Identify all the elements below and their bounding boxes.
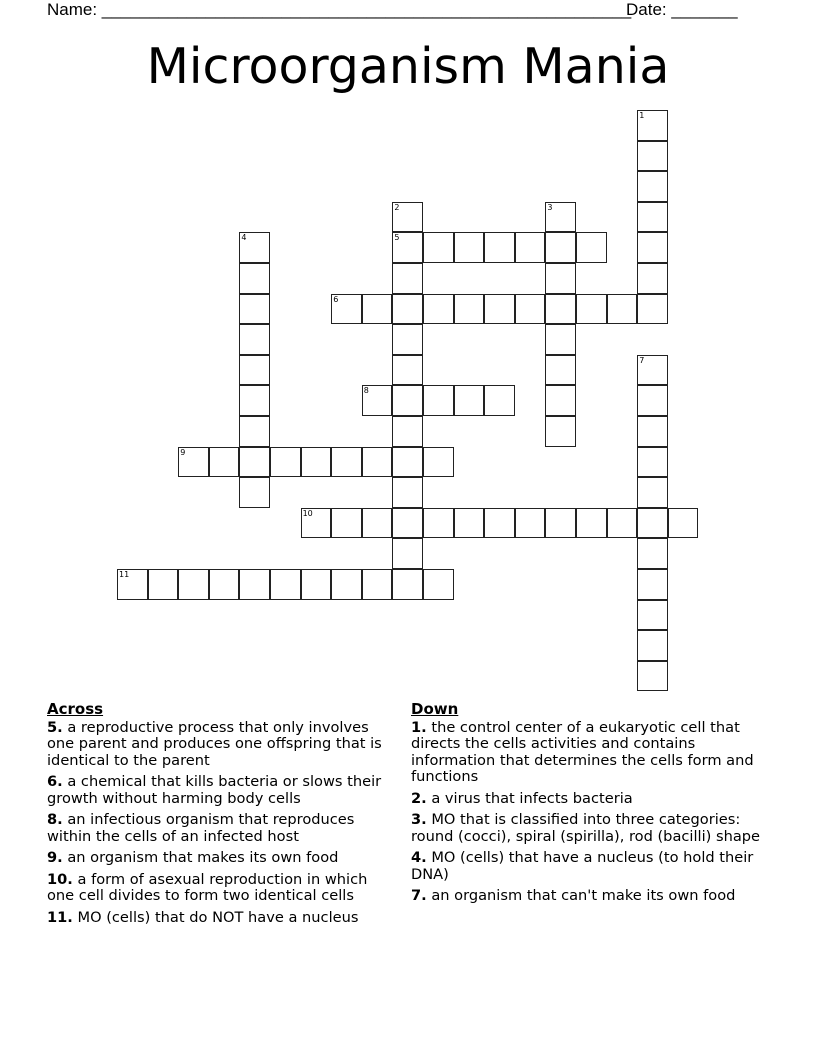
across-clue bbox=[47, 910, 392, 927]
grid-cell[interactable] bbox=[576, 232, 607, 263]
grid-cell[interactable] bbox=[239, 447, 270, 478]
clue-text: a reproductive process that only involves one parent and produces one offspring that is identical to the parent bbox=[47, 718, 382, 769]
grid-cell[interactable] bbox=[545, 355, 576, 386]
clue-number: 6. bbox=[47, 773, 63, 790]
grid-cell[interactable] bbox=[148, 569, 179, 600]
grid-cell[interactable] bbox=[637, 447, 668, 478]
grid-cell[interactable] bbox=[392, 508, 423, 539]
grid-cell[interactable] bbox=[484, 508, 515, 539]
grid-cell[interactable] bbox=[545, 385, 576, 416]
grid-cell[interactable] bbox=[423, 385, 454, 416]
grid-cell[interactable] bbox=[362, 569, 393, 600]
grid-cell[interactable] bbox=[239, 355, 270, 386]
across-heading: Across bbox=[47, 700, 104, 718]
grid-cell[interactable] bbox=[484, 385, 515, 416]
clue-number: 5 bbox=[394, 233, 400, 243]
grid-cell[interactable] bbox=[576, 294, 607, 325]
grid-cell[interactable] bbox=[301, 447, 332, 478]
across-clue bbox=[47, 812, 392, 845]
grid-cell[interactable] bbox=[392, 569, 423, 600]
clue-text: an organism that makes its own food bbox=[67, 849, 339, 866]
grid-cell[interactable] bbox=[637, 171, 668, 202]
clue-number: 3 bbox=[547, 202, 553, 212]
grid-cell[interactable] bbox=[392, 416, 423, 447]
clue-number: 1. bbox=[411, 718, 427, 736]
down-clue bbox=[411, 720, 771, 786]
grid-cell[interactable] bbox=[301, 508, 332, 539]
grid-cell[interactable] bbox=[178, 569, 209, 600]
grid-cell[interactable] bbox=[484, 232, 515, 263]
clue-text: a form of asexual reproduction in which one cell divides to form two identical cells bbox=[47, 870, 368, 904]
grid-cell[interactable] bbox=[239, 569, 270, 600]
grid-cell[interactable] bbox=[178, 447, 209, 478]
grid-cell[interactable] bbox=[392, 202, 423, 233]
across-clue bbox=[47, 872, 392, 905]
grid-cell[interactable] bbox=[637, 477, 668, 508]
grid-cell[interactable] bbox=[576, 508, 607, 539]
across-clues bbox=[47, 701, 392, 931]
clue-number: 2. bbox=[411, 789, 427, 807]
grid-cell[interactable] bbox=[637, 569, 668, 600]
grid-cell[interactable] bbox=[239, 324, 270, 355]
grid-cell[interactable] bbox=[423, 232, 454, 263]
grid-cell[interactable] bbox=[637, 263, 668, 294]
clue-text: the control center of a eukaryotic cell that directs the cells activities and contains information that determines the cells form and functions bbox=[411, 718, 754, 785]
grid-cell[interactable] bbox=[668, 508, 699, 539]
grid-cell[interactable] bbox=[270, 569, 301, 600]
grid-cell[interactable] bbox=[331, 508, 362, 539]
down-clue bbox=[411, 850, 771, 883]
grid-cell[interactable] bbox=[423, 569, 454, 600]
grid-cell[interactable] bbox=[392, 538, 423, 569]
down-clues bbox=[411, 701, 771, 910]
grid-cell[interactable] bbox=[423, 508, 454, 539]
grid-cell[interactable] bbox=[637, 232, 668, 263]
grid-cell[interactable] bbox=[392, 324, 423, 355]
grid-cell[interactable] bbox=[637, 202, 668, 233]
clue-number: 5. bbox=[47, 718, 63, 736]
clue-number: 8 bbox=[363, 386, 369, 396]
grid-cell[interactable] bbox=[545, 416, 576, 447]
down-clue bbox=[411, 888, 771, 905]
grid-cell[interactable] bbox=[637, 538, 668, 569]
grid-cell[interactable] bbox=[637, 661, 668, 692]
clue-text: MO that is classified into three categories: round (cocci), spiral (spirilla), rod (bacilli) shape bbox=[411, 811, 761, 845]
grid-cell[interactable] bbox=[392, 355, 423, 386]
grid-cell[interactable] bbox=[607, 508, 638, 539]
down-heading: Down bbox=[411, 700, 459, 718]
grid-cell[interactable] bbox=[637, 600, 668, 631]
grid-cell[interactable] bbox=[239, 294, 270, 325]
clue-number: 10 bbox=[302, 508, 313, 518]
grid-cell[interactable] bbox=[423, 294, 454, 325]
clue-number: 6 bbox=[333, 294, 339, 304]
grid-cell[interactable] bbox=[209, 569, 240, 600]
clue-number: 2 bbox=[394, 202, 400, 212]
clue-text: MO (cells) that have a nucleus (to hold their DNA) bbox=[411, 849, 754, 883]
grid-cell[interactable] bbox=[545, 263, 576, 294]
grid-cell[interactable] bbox=[239, 385, 270, 416]
clue-text: MO (cells) that do NOT have a nucleus bbox=[77, 908, 359, 926]
grid-cell[interactable] bbox=[209, 447, 240, 478]
name-field[interactable]: Name: ________________________________________________________ bbox=[47, 0, 632, 19]
grid-cell[interactable] bbox=[239, 416, 270, 447]
grid-cell[interactable] bbox=[331, 569, 362, 600]
date-field[interactable]: Date: _______ bbox=[626, 0, 738, 19]
grid-cell[interactable] bbox=[392, 385, 423, 416]
grid-cell[interactable] bbox=[637, 110, 668, 141]
grid-cell[interactable] bbox=[545, 324, 576, 355]
grid-cell[interactable] bbox=[362, 294, 393, 325]
grid-cell[interactable] bbox=[454, 385, 485, 416]
grid-cell[interactable] bbox=[545, 232, 576, 263]
clue-number: 8. bbox=[47, 811, 63, 828]
grid-cell[interactable] bbox=[392, 294, 423, 325]
across-clue bbox=[47, 850, 392, 867]
grid-cell[interactable] bbox=[515, 294, 546, 325]
clue-text: an infectious organism that reproduces within the cells of an infected host bbox=[47, 811, 355, 845]
grid-cell[interactable] bbox=[515, 232, 546, 263]
grid-cell[interactable] bbox=[454, 294, 485, 325]
grid-cell[interactable] bbox=[454, 232, 485, 263]
page-title: Microorganism Mania bbox=[146, 38, 670, 95]
grid-cell[interactable] bbox=[392, 447, 423, 478]
grid-cell[interactable] bbox=[117, 569, 148, 600]
grid-cell[interactable] bbox=[392, 232, 423, 263]
grid-cell[interactable] bbox=[637, 141, 668, 172]
clue-number: 1 bbox=[639, 111, 645, 120]
grid-cell[interactable] bbox=[607, 294, 638, 325]
grid-cell[interactable] bbox=[637, 416, 668, 447]
grid-cell[interactable] bbox=[454, 508, 485, 539]
grid-cell[interactable] bbox=[362, 447, 393, 478]
clue-number: 10. bbox=[47, 870, 73, 888]
clue-number: 7 bbox=[639, 355, 645, 365]
clue-number: 11. bbox=[47, 908, 73, 926]
grid-cell[interactable] bbox=[545, 294, 576, 325]
across-clue bbox=[47, 720, 392, 770]
grid-cell[interactable] bbox=[392, 477, 423, 508]
grid-cell[interactable] bbox=[301, 569, 332, 600]
clue-number: 9. bbox=[47, 849, 63, 866]
clue-text: a virus that infects bacteria bbox=[431, 789, 633, 807]
clue-number: 9 bbox=[180, 447, 186, 457]
grid-cell[interactable] bbox=[637, 385, 668, 416]
clue-number: 4. bbox=[411, 849, 427, 866]
grid-cell[interactable] bbox=[545, 508, 576, 539]
grid-cell[interactable] bbox=[637, 294, 668, 325]
grid-cell[interactable] bbox=[392, 263, 423, 294]
grid-cell[interactable] bbox=[637, 355, 668, 386]
clue-number: 7. bbox=[411, 887, 427, 904]
clue-text: an organism that can't make its own food bbox=[431, 887, 736, 904]
grid-cell[interactable] bbox=[362, 385, 393, 416]
down-clue bbox=[411, 791, 771, 808]
grid-cell[interactable] bbox=[637, 630, 668, 661]
grid-cell[interactable] bbox=[239, 477, 270, 508]
grid-cell[interactable] bbox=[239, 263, 270, 294]
grid-cell[interactable] bbox=[331, 447, 362, 478]
grid-cell[interactable] bbox=[331, 294, 362, 325]
grid-cell[interactable] bbox=[637, 508, 668, 539]
grid-cell[interactable] bbox=[515, 508, 546, 539]
down-clue bbox=[411, 812, 771, 845]
grid-cell[interactable] bbox=[270, 447, 301, 478]
clue-number: 3. bbox=[411, 811, 427, 828]
clue-text: a chemical that kills bacteria or slows their growth without harming body cells bbox=[47, 773, 382, 807]
grid-cell[interactable] bbox=[545, 202, 576, 233]
across-clue bbox=[47, 774, 392, 807]
grid-cell[interactable] bbox=[484, 294, 515, 325]
grid-cell[interactable] bbox=[362, 508, 393, 539]
grid-cell[interactable] bbox=[239, 232, 270, 263]
clue-number: 11 bbox=[119, 570, 130, 579]
clue-number: 4 bbox=[241, 233, 247, 243]
grid-cell[interactable] bbox=[423, 447, 454, 478]
